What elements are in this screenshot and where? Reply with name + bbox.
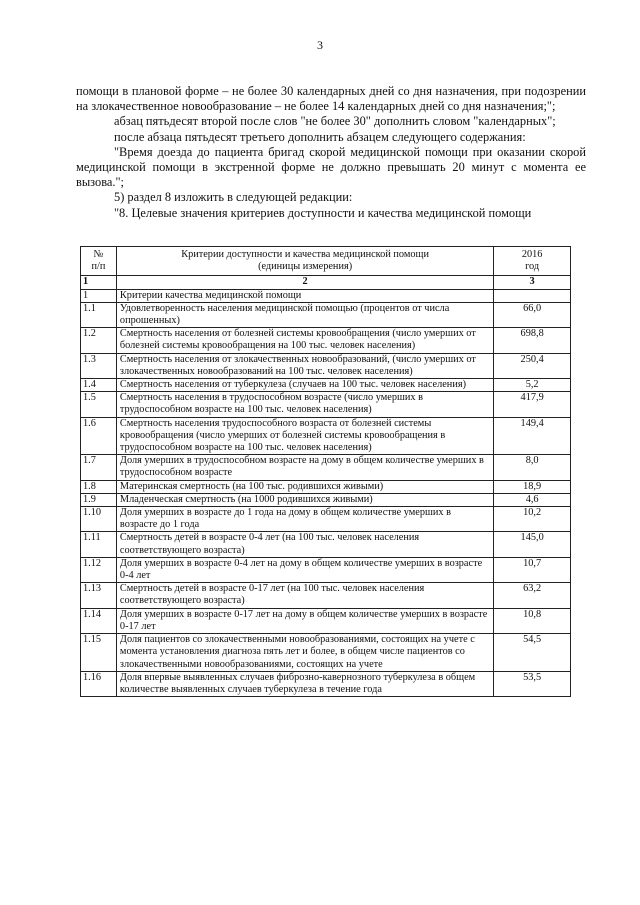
row-number: 1.10 bbox=[81, 507, 117, 532]
row-number: 1.7 bbox=[81, 455, 117, 480]
column-number: 2 bbox=[116, 276, 493, 289]
row-criterion: Смертность населения трудоспособного возраста от болезней системы кровообращения (число умерших от болезней системы кровообращения в трудоспособном возрасте на 100 тыс. человек населения) bbox=[116, 417, 493, 455]
row-value: 4,6 bbox=[494, 493, 571, 506]
table-row bbox=[81, 328, 571, 353]
row-number: 1.5 bbox=[81, 392, 117, 417]
table-body bbox=[81, 276, 571, 697]
table-row bbox=[81, 608, 571, 633]
row-value: 145,0 bbox=[494, 532, 571, 557]
section-8-title: "8. Целевые значения критериев доступности и качества медицинской помощи bbox=[114, 205, 532, 220]
table-row bbox=[81, 480, 571, 493]
row-criterion: Младенческая смертность (на 1000 родившихся живыми) bbox=[116, 493, 493, 506]
row-number: 1.4 bbox=[81, 379, 117, 392]
paragraph-3: после абзаца пятьдесят третьего дополнить абзацем следующего содержания: bbox=[114, 129, 526, 144]
row-number: 1.1 bbox=[81, 302, 117, 327]
column-number-row bbox=[81, 276, 571, 289]
row-number: 1.16 bbox=[81, 671, 117, 696]
paragraph-1: помощи в плановой форме – не более 30 календарных дней со дня назначения, при подозрении на злокачественное новообразование – не более 14 календарных дней со дня назначения;"; bbox=[76, 84, 586, 114]
row-number: 1.6 bbox=[81, 417, 117, 455]
row-criterion: Смертность населения от болезней системы кровообращения (число умерших от болезней системы кровообращения на 100 тыс. человек населения) bbox=[116, 328, 493, 353]
row-number: 1.12 bbox=[81, 557, 117, 582]
row-number: 1.9 bbox=[81, 493, 117, 506]
body-text bbox=[76, 84, 586, 221]
row-value: 8,0 bbox=[494, 455, 571, 480]
table-row bbox=[81, 583, 571, 608]
row-number: 1.14 bbox=[81, 608, 117, 633]
table-row bbox=[81, 532, 571, 557]
row-number: 1.2 bbox=[81, 328, 117, 353]
row-criterion: Доля умерших в трудоспособном возрасте на дому в общем количестве умерших в трудоспособном возрасте bbox=[116, 455, 493, 480]
header-criteria: Критерии доступности и качества медицинской помощи (единицы измерения) bbox=[116, 247, 493, 276]
criteria-table bbox=[80, 246, 571, 697]
row-value: 10,8 bbox=[494, 608, 571, 633]
row-value: 54,5 bbox=[494, 634, 571, 672]
row-number: 1 bbox=[81, 289, 117, 302]
paragraph-4: "Время доезда до пациента бригад скорой медицинской помощи при оказании скорой медицинской помощи в экстренной форме не должно превышать 20 минут с момента ее вызова."; bbox=[76, 144, 586, 190]
row-number: 1.8 bbox=[81, 480, 117, 493]
row-value: 250,4 bbox=[494, 353, 571, 378]
table-row bbox=[81, 557, 571, 582]
row-criterion: Смертность детей в возрасте 0-4 лет (на 100 тыс. человек населения соответствующего возраста) bbox=[116, 532, 493, 557]
row-value: 149,4 bbox=[494, 417, 571, 455]
row-criterion: Доля умерших в возрасте до 1 года на дому в общем количестве умерших в возрасте до 1 года bbox=[116, 507, 493, 532]
row-number: 1.13 bbox=[81, 583, 117, 608]
table-header-row bbox=[81, 247, 571, 276]
row-value: 63,2 bbox=[494, 583, 571, 608]
table-row bbox=[81, 671, 571, 696]
row-number: 1.15 bbox=[81, 634, 117, 672]
row-number: 1.11 bbox=[81, 532, 117, 557]
row-criterion: Смертность населения от туберкулеза (случаев на 100 тыс. человек населения) bbox=[116, 379, 493, 392]
table-row bbox=[81, 417, 571, 455]
paragraph-2: абзац пятьдесят второй после слов "не более 30" дополнить словом "календарных"; bbox=[114, 114, 556, 129]
row-value: 18,9 bbox=[494, 480, 571, 493]
table-row bbox=[81, 634, 571, 672]
table-row bbox=[81, 493, 571, 506]
row-value: 53,5 bbox=[494, 671, 571, 696]
row-value: 10,7 bbox=[494, 557, 571, 582]
row-criterion: Доля впервые выявленных случаев фиброзно-кавернозного туберкулеза в общем количестве выявленных случаев туберкулеза в течение года bbox=[116, 671, 493, 696]
row-criterion: Смертность населения в трудоспособном возрасте (число умерших в трудоспособном возрасте на 100 тыс. человек населения) bbox=[116, 392, 493, 417]
table-row bbox=[81, 302, 571, 327]
table-row bbox=[81, 455, 571, 480]
row-criterion: Смертность детей в возрасте 0-17 лет (на 100 тыс. человек населения соответствующего возраста) bbox=[116, 583, 493, 608]
page-number: 3 bbox=[317, 38, 323, 52]
header-number: № п/п bbox=[81, 247, 117, 276]
table-row bbox=[81, 507, 571, 532]
row-value bbox=[494, 289, 571, 302]
row-criterion: Доля пациентов со злокачественными новообразованиями, состоящих на учете с момента установления диагноза пять лет и более, в общем числе пациентов со злокачественными новообразованиями, состоящих на учете bbox=[116, 634, 493, 672]
table-row bbox=[81, 392, 571, 417]
table-row bbox=[81, 353, 571, 378]
row-value: 66,0 bbox=[494, 302, 571, 327]
row-criterion: Доля умерших в возрасте 0-4 лет на дому в общем количестве умерших в возрасте 0-4 лет bbox=[116, 557, 493, 582]
paragraph-5: 5) раздел 8 изложить в следующей редакции: bbox=[114, 190, 353, 205]
row-value: 417,9 bbox=[494, 392, 571, 417]
table-row bbox=[81, 289, 571, 302]
row-criterion: Доля умерших в возрасте 0-17 лет на дому в общем количестве умерших в возрасте 0-17 лет bbox=[116, 608, 493, 633]
row-criterion: Критерии качества медицинской помощи bbox=[116, 289, 493, 302]
column-number: 3 bbox=[494, 276, 571, 289]
row-criterion: Удовлетворенность населения медицинской помощью (процентов от числа опрошенных) bbox=[116, 302, 493, 327]
row-value: 10,2 bbox=[494, 507, 571, 532]
row-value: 698,8 bbox=[494, 328, 571, 353]
header-year: 2016 год bbox=[494, 247, 571, 276]
column-number: 1 bbox=[81, 276, 117, 289]
row-criterion: Материнская смертность (на 100 тыс. родившихся живыми) bbox=[116, 480, 493, 493]
table-row bbox=[81, 379, 571, 392]
row-value: 5,2 bbox=[494, 379, 571, 392]
row-criterion: Смертность населения от злокачественных новообразований, (число умерших от злокачественных новообразований на 100 тыс. человек населения) bbox=[116, 353, 493, 378]
row-number: 1.3 bbox=[81, 353, 117, 378]
